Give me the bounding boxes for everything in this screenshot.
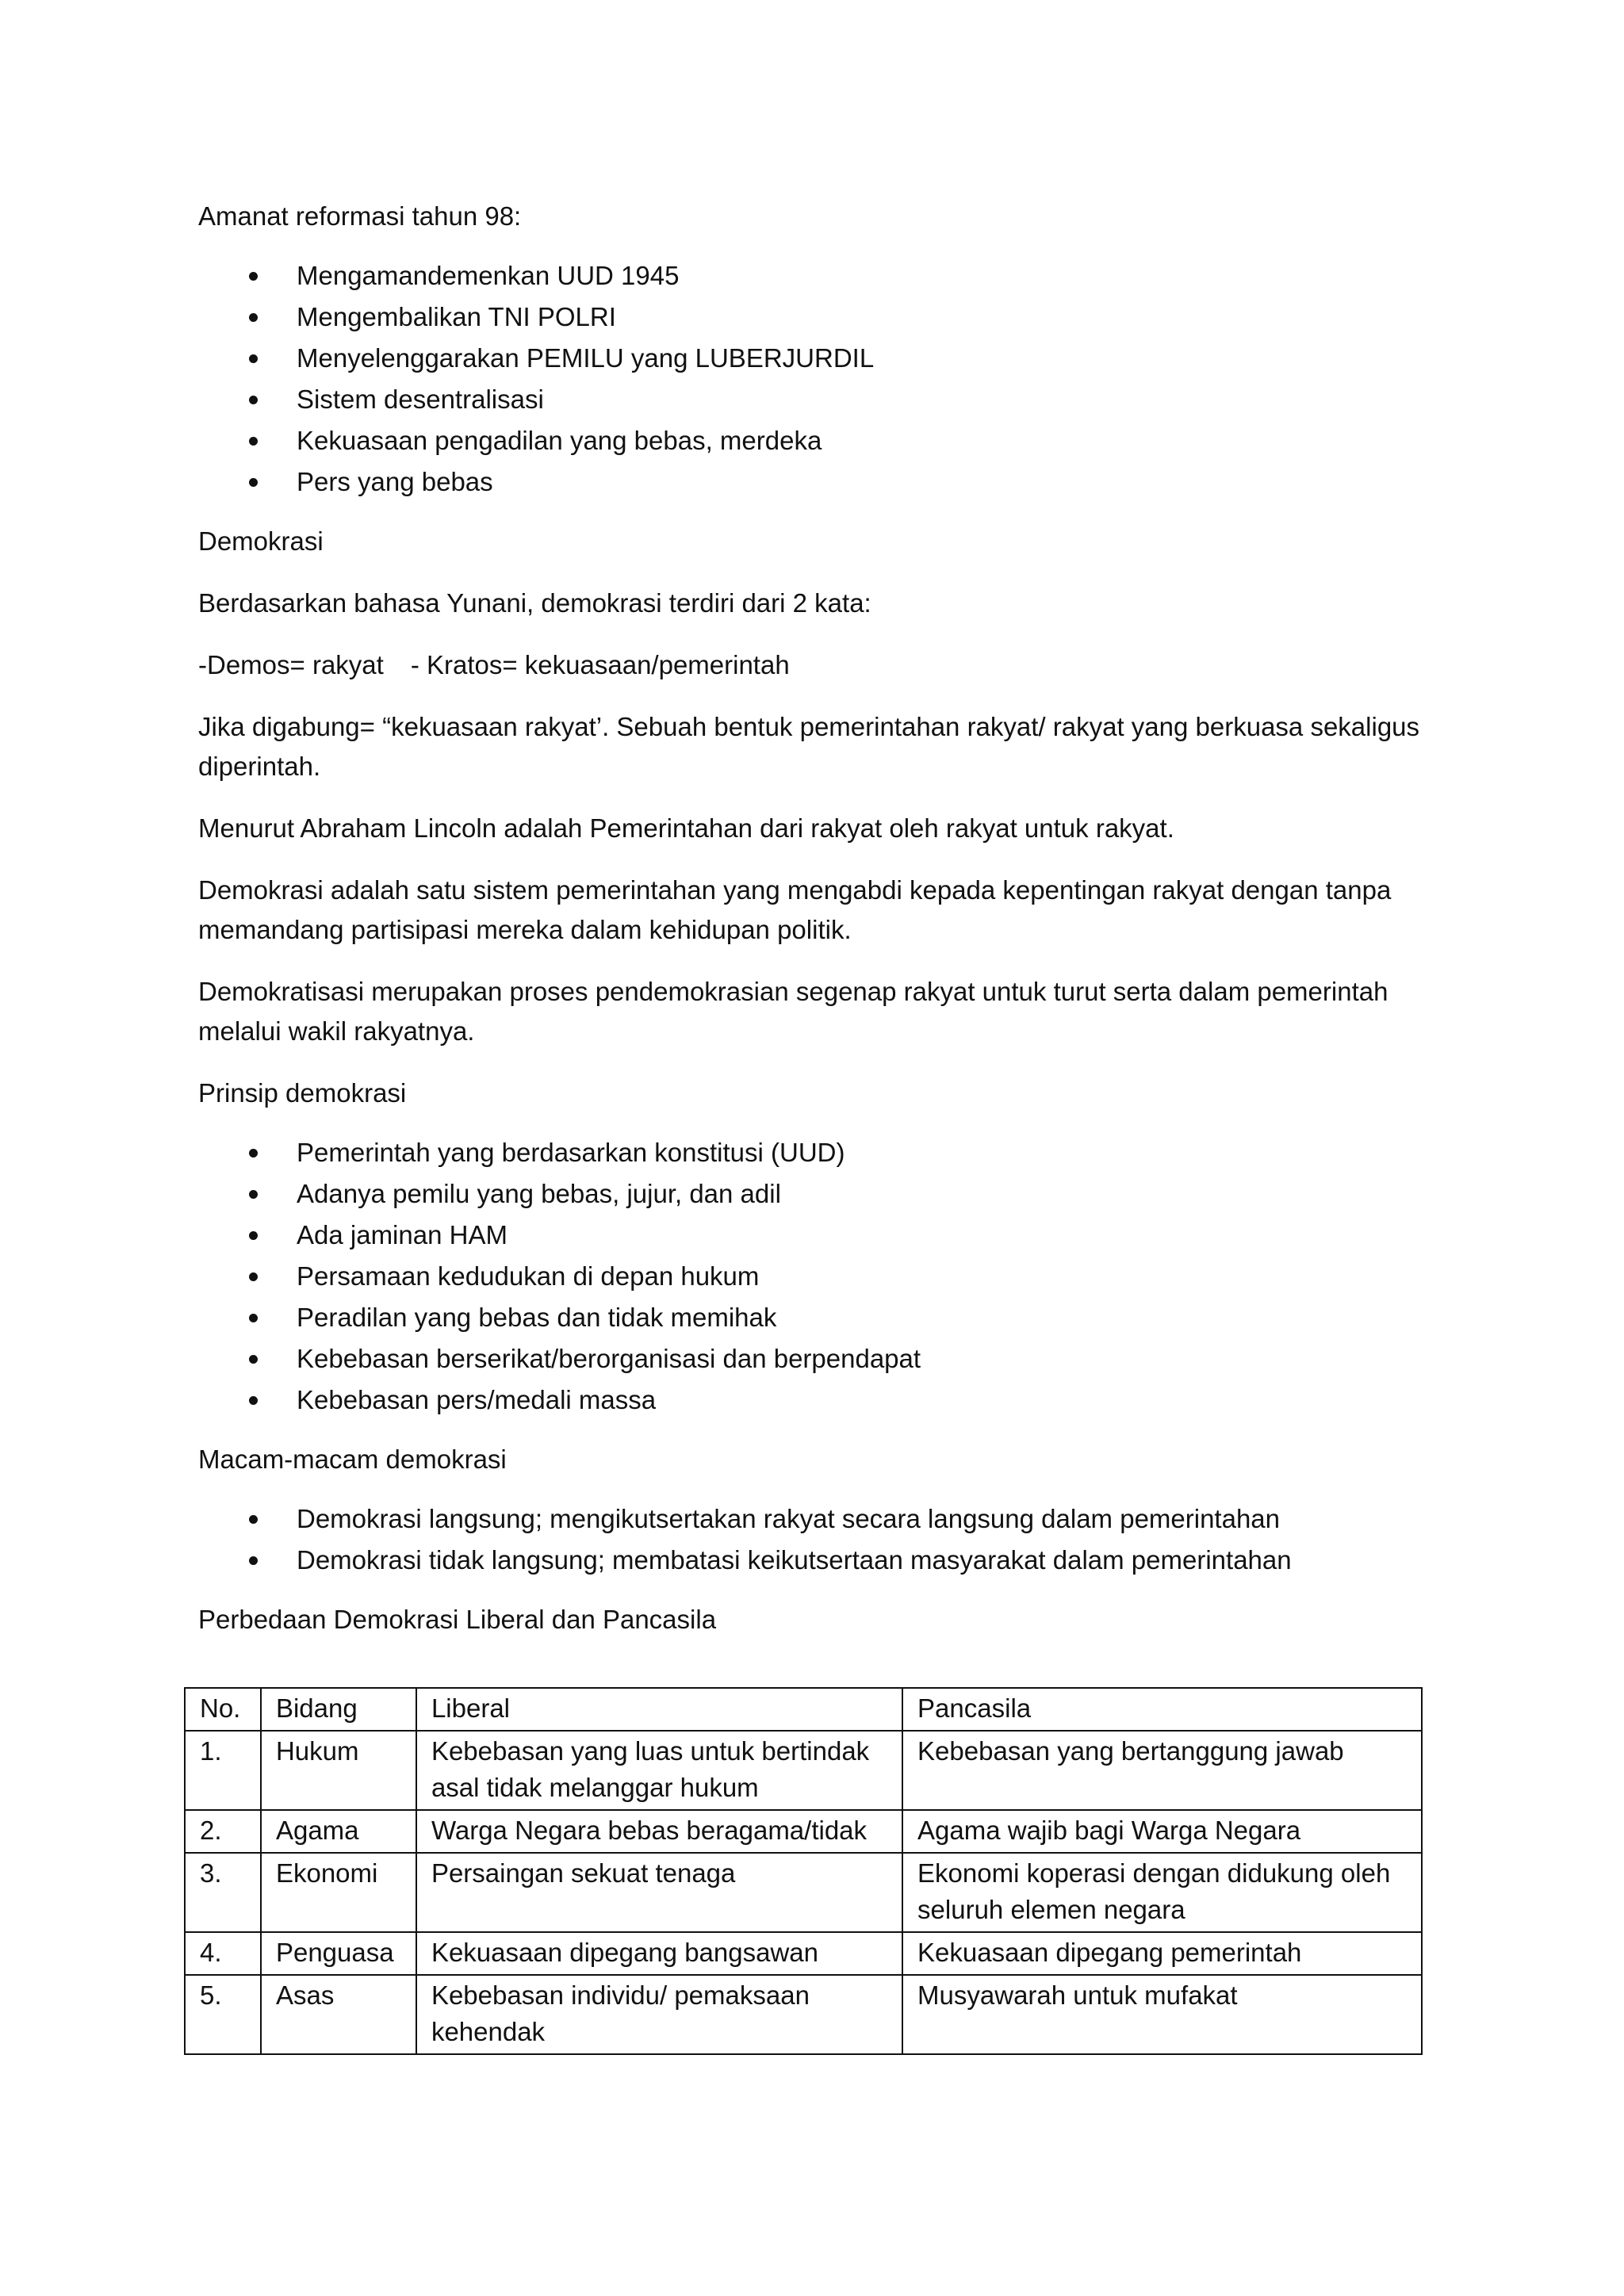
list-item: Kebebasan pers/medali massa — [198, 1380, 1435, 1421]
list-item: Adanya pemilu yang bebas, jujur, dan adil — [198, 1173, 1435, 1215]
list-item: Persamaan kedudukan di depan hukum — [198, 1256, 1435, 1297]
table-row — [185, 1932, 1422, 1975]
list-item: Demokrasi tidak langsung; membatasi keikutsertaan masyarakat dalam pemerintahan — [198, 1540, 1435, 1581]
list-item: Pers yang bebas — [198, 461, 1435, 503]
cell-pancasila: Kekuasaan dipegang pemerintah — [902, 1932, 1422, 1975]
cell-no: 2. — [185, 1810, 261, 1853]
list-item: Pemerintah yang berdasarkan konstitusi (UUD) — [198, 1132, 1435, 1173]
header-pancasila: Pancasila — [902, 1688, 1422, 1731]
list-item: Ada jaminan HAM — [198, 1215, 1435, 1256]
list-item: Peradilan yang bebas dan tidak memihak — [198, 1297, 1435, 1338]
demokrasi-heading: Demokrasi — [198, 526, 324, 556]
cell-bidang: Penguasa — [261, 1932, 416, 1975]
cell-no: 1. — [185, 1731, 261, 1810]
cell-bidang: Agama — [261, 1810, 416, 1853]
cell-bidang: Hukum — [261, 1731, 416, 1810]
list-item: Kekuasaan pengadilan yang bebas, merdeka — [198, 420, 1435, 461]
table-row — [185, 1975, 1422, 2054]
document-page — [198, 197, 1435, 1662]
yunani-paragraph: Berdasarkan bahasa Yunani, demokrasi terdiri dari 2 kata: — [198, 588, 871, 618]
list-item: Mengembalikan TNI POLRI — [198, 297, 1435, 338]
demos-text: -Demos= rakyat — [198, 650, 384, 679]
cell-pancasila: Agama wajib bagi Warga Negara — [902, 1810, 1422, 1853]
lincoln-paragraph: Menurut Abraham Lincoln adalah Pemerintahan dari rakyat oleh rakyat untuk rakyat. — [198, 813, 1174, 843]
reformasi-heading: Amanat reformasi tahun 98: — [198, 201, 522, 231]
digabung-paragraph: Jika digabung= “kekuasaan rakyat’. Sebuah bentuk pemerintahan rakyat/ rakyat yang berkuasa sekaligus diperintah. — [198, 712, 1420, 781]
table-header-row — [185, 1688, 1422, 1731]
macam-heading: Macam-macam demokrasi — [198, 1445, 507, 1474]
cell-liberal: Kekuasaan dipegang bangsawan — [416, 1932, 902, 1975]
definisi-paragraph: Demokrasi adalah satu sistem pemerintahan yang mengabdi kepada kepentingan rakyat dengan tanpa memandang partisipasi mereka dalam kehidupan politik. — [198, 875, 1392, 944]
list-item: Menyelenggarakan PEMILU yang LUBERJURDIL — [198, 338, 1435, 379]
cell-liberal: Kebebasan individu/ pemaksaan kehendak — [416, 1975, 902, 2054]
list-item: Sistem desentralisasi — [198, 379, 1435, 420]
cell-bidang: Ekonomi — [261, 1853, 416, 1932]
prinsip-heading: Prinsip demokrasi — [198, 1078, 407, 1108]
demokratisasi-paragraph: Demokratisasi merupakan proses pendemokrasian segenap rakyat untuk turut serta dalam pemerintah melalui wakil rakyatnya. — [198, 977, 1388, 1046]
cell-pancasila: Kebebasan yang bertanggung jawab — [902, 1731, 1422, 1810]
header-bidang: Bidang — [261, 1688, 416, 1731]
table-row — [185, 1731, 1422, 1810]
comparison-table — [184, 1687, 1423, 2055]
perbedaan-heading: Perbedaan Demokrasi Liberal dan Pancasila — [198, 1605, 717, 1634]
list-item: Kebebasan berserikat/berorganisasi dan berpendapat — [198, 1338, 1435, 1380]
macam-list — [198, 1498, 1435, 1581]
cell-no: 5. — [185, 1975, 261, 2054]
cell-liberal: Kebebasan yang luas untuk bertindak asal tidak melanggar hukum — [416, 1731, 902, 1810]
cell-pancasila: Ekonomi koperasi dengan didukung oleh seluruh elemen negara — [902, 1853, 1422, 1932]
kratos-text: - Kratos= kekuasaan/pemerintah — [410, 650, 790, 679]
cell-no: 3. — [185, 1853, 261, 1932]
list-item: Mengamandemenkan UUD 1945 — [198, 255, 1435, 297]
table-row — [185, 1853, 1422, 1932]
prinsip-list — [198, 1132, 1435, 1421]
cell-liberal: Persaingan sekuat tenaga — [416, 1853, 902, 1932]
list-item: Demokrasi langsung; mengikutsertakan rakyat secara langsung dalam pemerintahan — [198, 1498, 1435, 1540]
cell-pancasila: Musyawarah untuk mufakat — [902, 1975, 1422, 2054]
header-liberal: Liberal — [416, 1688, 902, 1731]
cell-liberal: Warga Negara bebas beragama/tidak — [416, 1810, 902, 1853]
header-no: No. — [185, 1688, 261, 1731]
demos-kratos-line — [198, 645, 1435, 685]
cell-no: 4. — [185, 1932, 261, 1975]
reformasi-list — [198, 255, 1435, 503]
cell-bidang: Asas — [261, 1975, 416, 2054]
table-row — [185, 1810, 1422, 1853]
